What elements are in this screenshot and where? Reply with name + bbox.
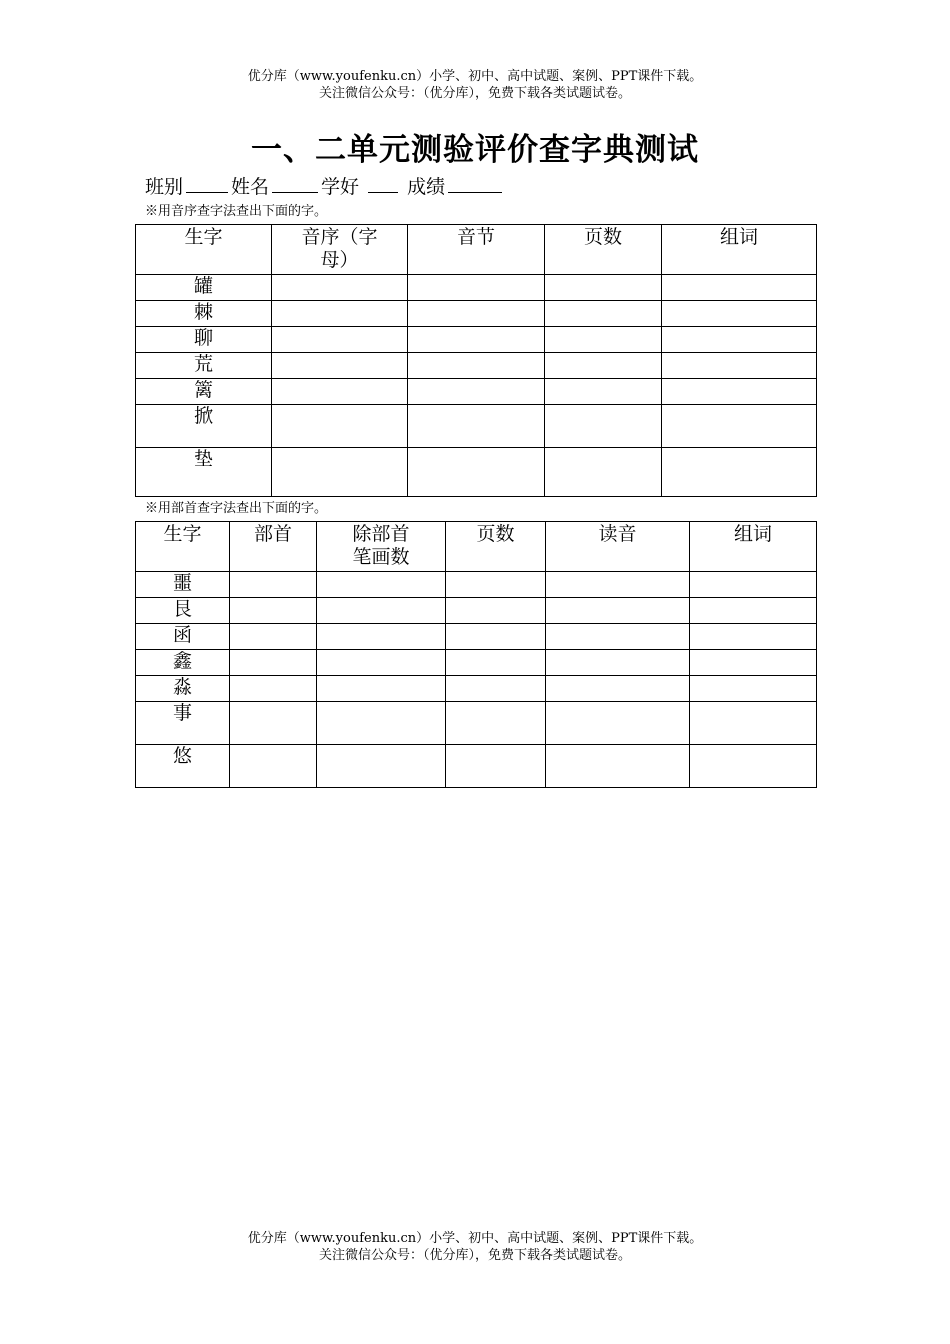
column-header: 生字 bbox=[136, 225, 272, 275]
answer-cell[interactable] bbox=[408, 379, 545, 405]
page-footer bbox=[0, 1230, 950, 1264]
answer-cell[interactable] bbox=[546, 598, 690, 624]
section1-instruction: ※用音序查字法查出下面的字。 bbox=[145, 204, 328, 219]
table-header-row bbox=[136, 225, 817, 275]
answer-cell[interactable] bbox=[662, 301, 817, 327]
table-row bbox=[136, 448, 817, 497]
page-title: 一、二单元测验评价查字典测试 bbox=[251, 132, 699, 168]
table-row bbox=[136, 676, 817, 702]
answer-cell[interactable] bbox=[662, 275, 817, 301]
answer-cell[interactable] bbox=[230, 702, 317, 745]
column-header: 音节 bbox=[408, 225, 545, 275]
answer-cell[interactable] bbox=[546, 702, 690, 745]
answer-cell[interactable] bbox=[272, 353, 408, 379]
answer-cell[interactable] bbox=[545, 405, 662, 448]
char-cell: 艮 bbox=[136, 598, 230, 624]
column-header: 页数 bbox=[545, 225, 662, 275]
char-cell: 噩 bbox=[136, 572, 230, 598]
answer-cell[interactable] bbox=[546, 624, 690, 650]
answer-cell[interactable] bbox=[545, 301, 662, 327]
answer-cell[interactable] bbox=[446, 572, 546, 598]
answer-cell[interactable] bbox=[272, 301, 408, 327]
answer-cell[interactable] bbox=[546, 650, 690, 676]
header-line-1: 优分库（www.youfenku.cn）小学、初中、高中试题、案例、PPT课件下载。 bbox=[247, 69, 703, 84]
class-blank[interactable] bbox=[186, 174, 228, 193]
answer-cell[interactable] bbox=[272, 405, 408, 448]
name-blank[interactable] bbox=[272, 174, 318, 193]
answer-cell[interactable] bbox=[408, 275, 545, 301]
answer-cell[interactable] bbox=[230, 598, 317, 624]
answer-cell[interactable] bbox=[408, 353, 545, 379]
answer-cell[interactable] bbox=[408, 405, 545, 448]
score-blank[interactable] bbox=[448, 174, 502, 193]
answer-cell[interactable] bbox=[317, 676, 446, 702]
answer-cell[interactable] bbox=[662, 405, 817, 448]
footer-line-2: 关注微信公众号：（优分库），免费下载各类试题试卷。 bbox=[318, 1248, 631, 1263]
char-cell: 淼 bbox=[136, 676, 230, 702]
char-cell: 罐 bbox=[136, 275, 272, 301]
column-header: 除部首笔画数 bbox=[317, 522, 446, 572]
column-header: 读音 bbox=[546, 522, 690, 572]
char-cell: 悠 bbox=[136, 745, 230, 788]
section2-instruction: ※用部首查字法查出下面的字。 bbox=[145, 501, 328, 516]
answer-cell[interactable] bbox=[230, 745, 317, 788]
score-label: 成绩 bbox=[407, 176, 446, 198]
phonetic-lookup-table bbox=[135, 224, 817, 497]
table-row bbox=[136, 745, 817, 788]
char-cell: 鑫 bbox=[136, 650, 230, 676]
page-header bbox=[0, 68, 950, 102]
answer-cell[interactable] bbox=[446, 598, 546, 624]
student-no-label: 学好 bbox=[321, 176, 360, 198]
column-header: 音序（字母） bbox=[272, 225, 408, 275]
name-label: 姓名 bbox=[231, 176, 270, 198]
answer-cell[interactable] bbox=[408, 327, 545, 353]
radical-lookup-table bbox=[135, 521, 817, 788]
answer-cell[interactable] bbox=[546, 745, 690, 788]
answer-cell[interactable] bbox=[545, 275, 662, 301]
column-header: 生字 bbox=[136, 522, 230, 572]
table-row bbox=[136, 327, 817, 353]
table-row bbox=[136, 598, 817, 624]
answer-cell[interactable] bbox=[690, 745, 817, 788]
table-header-row bbox=[136, 522, 817, 572]
answer-cell[interactable] bbox=[230, 650, 317, 676]
answer-cell[interactable] bbox=[317, 598, 446, 624]
char-cell: 掀 bbox=[136, 405, 272, 448]
footer-line-1: 优分库（www.youfenku.cn）小学、初中、高中试题、案例、PPT课件下载。 bbox=[247, 1231, 703, 1246]
answer-cell[interactable] bbox=[230, 676, 317, 702]
class-label: 班别 bbox=[145, 176, 184, 198]
table-row bbox=[136, 650, 817, 676]
answer-cell[interactable] bbox=[545, 327, 662, 353]
answer-cell[interactable] bbox=[230, 624, 317, 650]
answer-cell[interactable] bbox=[546, 676, 690, 702]
answer-cell[interactable] bbox=[317, 624, 446, 650]
column-header: 组词 bbox=[690, 522, 817, 572]
table-row bbox=[136, 405, 817, 448]
answer-cell[interactable] bbox=[690, 598, 817, 624]
answer-cell[interactable] bbox=[408, 448, 545, 497]
answer-cell[interactable] bbox=[690, 702, 817, 745]
answer-cell[interactable] bbox=[317, 702, 446, 745]
answer-cell[interactable] bbox=[545, 448, 662, 497]
header-line-2: 关注微信公众号：（优分库），免费下载各类试题试卷。 bbox=[318, 86, 631, 101]
answer-cell[interactable] bbox=[317, 745, 446, 788]
answer-cell[interactable] bbox=[662, 353, 817, 379]
answer-cell[interactable] bbox=[545, 353, 662, 379]
column-header: 组词 bbox=[662, 225, 817, 275]
table-row bbox=[136, 275, 817, 301]
char-cell: 函 bbox=[136, 624, 230, 650]
char-cell: 聊 bbox=[136, 327, 272, 353]
char-cell: 棘 bbox=[136, 301, 272, 327]
table-row bbox=[136, 353, 817, 379]
answer-cell[interactable] bbox=[546, 572, 690, 598]
column-header: 部首 bbox=[230, 522, 317, 572]
student-info-fields bbox=[145, 174, 505, 200]
answer-cell[interactable] bbox=[272, 448, 408, 497]
answer-cell[interactable] bbox=[446, 702, 546, 745]
answer-cell[interactable] bbox=[317, 572, 446, 598]
char-cell: 荒 bbox=[136, 353, 272, 379]
answer-cell[interactable] bbox=[446, 676, 546, 702]
answer-cell[interactable] bbox=[662, 448, 817, 497]
char-cell: 篱 bbox=[136, 379, 272, 405]
answer-cell[interactable] bbox=[230, 572, 317, 598]
answer-cell[interactable] bbox=[690, 650, 817, 676]
answer-cell[interactable] bbox=[272, 275, 408, 301]
table-row bbox=[136, 301, 817, 327]
table-row bbox=[136, 702, 817, 745]
answer-cell[interactable] bbox=[446, 745, 546, 788]
char-cell: 事 bbox=[136, 702, 230, 745]
table-row bbox=[136, 572, 817, 598]
answer-cell[interactable] bbox=[272, 327, 408, 353]
answer-cell[interactable] bbox=[662, 379, 817, 405]
table-row bbox=[136, 624, 817, 650]
column-header: 页数 bbox=[446, 522, 546, 572]
answer-cell[interactable] bbox=[408, 301, 545, 327]
answer-cell[interactable] bbox=[690, 676, 817, 702]
answer-cell[interactable] bbox=[317, 650, 446, 676]
answer-cell[interactable] bbox=[272, 379, 408, 405]
answer-cell[interactable] bbox=[662, 327, 817, 353]
answer-cell[interactable] bbox=[545, 379, 662, 405]
student-no-blank[interactable] bbox=[368, 174, 398, 193]
answer-cell[interactable] bbox=[446, 624, 546, 650]
table-row bbox=[136, 379, 817, 405]
answer-cell[interactable] bbox=[690, 624, 817, 650]
char-cell: 垫 bbox=[136, 448, 272, 497]
answer-cell[interactable] bbox=[446, 650, 546, 676]
answer-cell[interactable] bbox=[690, 572, 817, 598]
